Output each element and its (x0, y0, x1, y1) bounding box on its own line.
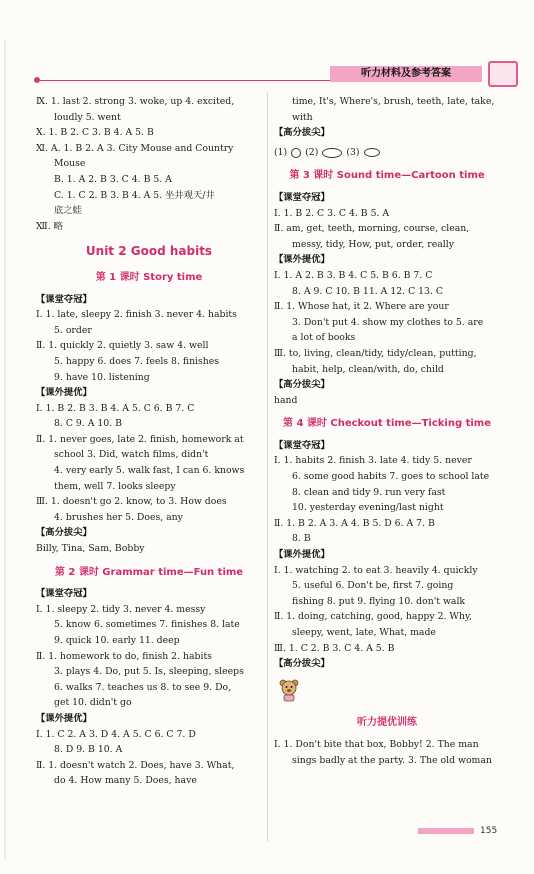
answer-line: Ⅺ. A. 1. B 2. A 3. City Mouse and Country (36, 142, 234, 154)
lesson2-body (36, 586, 262, 789)
left-column (36, 94, 262, 789)
answer-line: 9. have 10. listening (54, 371, 150, 383)
answer-line: Billy, Tina, Sam, Bobby (36, 543, 145, 555)
answer-line: Ⅻ. 略 (36, 220, 63, 232)
right-top-answers (274, 94, 500, 125)
listening-body (274, 737, 500, 768)
answer-line: 3. Don't put 4. show my clothes to 5. are (292, 316, 484, 328)
oval-shape-1 (291, 148, 301, 158)
answer-line: 9. quick 10. early 11. deep (54, 635, 180, 646)
answer-line: 4. very early 5. walk fast, I can 6. knows (54, 465, 245, 477)
answer-line: Ⅱ. 1. Whose hat, it 2. Where are your (274, 301, 449, 313)
answer-line: Ⅰ. 1. B 2. C 3. C 4. B 5. A (274, 207, 390, 219)
unit-title: Unit 2 Good habits (85, 244, 213, 259)
answer-line: Ⅱ. 1. doesn't watch 2. Does, have 3. What, (36, 759, 235, 771)
answer-line: Ⅰ. 1. sleepy 2. tidy 3. never 4. messy (36, 603, 206, 615)
bear-mascot-icon (276, 678, 500, 708)
answer-line: Ⅲ. to, living, clean/tidy, tidy/clean, putting, (274, 347, 477, 359)
answer-line: habit, help, clean/with, do, child (292, 363, 444, 375)
section-label: 【课堂夺冠】 (36, 588, 92, 600)
book-corner-icon (488, 61, 518, 87)
answer-line: 5. order (54, 324, 92, 336)
listening-title: 听力提优训练 (357, 717, 417, 729)
section-label: 【课外提优】 (36, 387, 92, 399)
answer-line: 6. walks 7. teaches us 8. to see 9. Do, (54, 681, 232, 693)
page-spine-shadow (4, 40, 6, 860)
answer-line: 8. C 9. A 10. B (54, 418, 122, 430)
answer-line: fishing 8. put 9. flying 10. don't walk (292, 595, 466, 607)
left-top-answers (36, 94, 262, 234)
section-label: 【高分拔尖】 (274, 379, 330, 391)
lesson4-title: 第 4 课时 Checkout time—Ticking time (282, 418, 492, 430)
section-label: 【课堂夺冠】 (36, 293, 92, 305)
answer-line: Ⅱ. 1. doing, catching, good, happy 2. Why, (274, 611, 472, 623)
answer-line: Ⅰ. 1. late, sleepy 2. finish 3. never 4. habits (36, 309, 237, 321)
answer-line: Ⅰ. 1. C 2. A 3. D 4. A 5. C 6. C 7. D (36, 728, 196, 740)
answer-line: school 3. Did, watch films, didn't (54, 449, 209, 461)
answer-line: Ⅰ. 1. B 2. B 3. B 4. A 5. C 6. B 7. C (36, 402, 195, 414)
answer-line: C. 1. C 2. B 3. B 4. A 5. 坐井观天/井 (54, 189, 215, 201)
column-divider (267, 92, 268, 842)
answer-line: Ⅹ. 1. B 2. C 3. B 4. A 5. B (36, 127, 154, 139)
oval-shape-3 (364, 148, 380, 157)
answer-line: 8. A 9. C 10. B 11. A 12. C 13. C (292, 285, 443, 297)
answer-line: Ⅰ. 1. habits 2. finish 3. late 4. tidy 5. never (274, 455, 472, 467)
footer-bar (418, 828, 474, 834)
lesson2-title: 第 2 课时 Grammar time—Fun time (54, 566, 244, 578)
lesson1-body (36, 292, 262, 557)
answer-line: 10. yesterday evening/last night (292, 502, 444, 514)
answer-line: 5. useful 6. Don't be, first 7. going (292, 580, 454, 592)
section-label: 【课外提优】 (274, 549, 330, 561)
answer-line: 5. happy 6. does 7. feels 8. finishes (54, 355, 220, 367)
lesson1-title: 第 1 课时 Story time (95, 271, 203, 283)
answer-line: Ⅲ. 1. doesn't go 2. know, to 3. How does (36, 496, 227, 508)
answer-line: Ⅰ. 1. watching 2. to eat 3. heavily 4. quickly (274, 564, 478, 576)
answer-line: time, It's, Where's, brush, teeth, late, take, (292, 96, 495, 107)
lesson3-title: 第 3 课时 Sound time—Cartoon time (289, 170, 485, 182)
ovals-answer (274, 145, 500, 161)
answer-line: hand (274, 394, 298, 406)
answer-line: 8. D 9. B 10. A (54, 744, 123, 756)
lesson4-body (274, 438, 500, 672)
section-label: 【课堂夺冠】 (274, 191, 330, 203)
section-label: 【课外提优】 (274, 254, 330, 266)
oval-shape-2 (322, 148, 342, 158)
section-label: 【课外提优】 (36, 712, 92, 724)
oval-label-3: (3) (346, 146, 360, 158)
answer-line: sleepy, went, late, What, made (292, 627, 436, 638)
answer-line: Ⅰ. 1. A 2. B 3. B 4. C 5. B 6. B 7. C (274, 269, 433, 281)
answer-line: 6. some good habits 7. goes to school late (292, 471, 490, 483)
oval-label-1: (1) (274, 146, 288, 158)
lesson3-body (274, 190, 500, 408)
oval-label-2: (2) (305, 146, 319, 158)
answer-line: them, well 7. looks sleepy (54, 480, 176, 492)
right-column (274, 94, 500, 768)
answer-line: sings badly at the party. 3. The old woman (292, 754, 492, 766)
answer-line: 4. brushes her 5. Does, any (54, 511, 183, 523)
answer-line: Ⅲ. 1. C 2. B 3. C 4. A 5. B (274, 642, 395, 654)
answer-line: 8. B (292, 533, 311, 545)
answer-line: 3. plays 4. Do, put 5. Is, sleeping, sleeps (54, 666, 244, 678)
header-title: 听力材料及参考答案 (330, 66, 482, 82)
section-label: 【课堂夺冠】 (274, 439, 330, 451)
answer-line: Ⅰ. 1. Don't bite that box, Bobby! 2. The man (274, 738, 479, 750)
answer-line: a lot of books (292, 332, 356, 344)
answer-line: with (292, 111, 313, 123)
answer-line: Ⅱ. 1. homework to do, finish 2. habits (36, 650, 212, 662)
section-label: 【高分拔尖】 (274, 658, 330, 670)
answer-line: Ⅱ. 1. never goes, late 2. finish, homework at (36, 433, 244, 445)
answer-line: messy, tidy, How, put, order, really (292, 238, 454, 250)
answer-line: Ⅱ. 1. B 2. A 3. A 4. B 5. D 6. A 7. B (274, 517, 435, 529)
answer-line: loudly 5. went (54, 111, 121, 123)
answer-line: Ⅸ. 1. last 2. strong 3. woke, up 4. excited, (36, 96, 235, 107)
page-number: 155 (480, 826, 498, 836)
section-label: 【高分拔尖】 (36, 527, 92, 539)
answer-line: 8. clean and tidy 9. run very fast (292, 486, 446, 498)
answer-line: 5. know 6. sometimes 7. finishes 8. late (54, 619, 240, 631)
section-label: 【高分拔尖】 (274, 127, 330, 139)
answer-line: do 4. How many 5. Does, have (54, 775, 197, 787)
answer-line: 底之蛙 (54, 205, 82, 217)
answer-line: Ⅱ. 1. quickly 2. quietly 3. saw 4. well (36, 340, 209, 352)
answer-line: Mouse (54, 158, 86, 170)
answer-line: B. 1. A 2. B 3. C 4. B 5. A (54, 173, 172, 185)
answer-line: Ⅱ. am, get, teeth, morning, course, clean, (274, 223, 470, 235)
answer-line: get 10. didn't go (54, 697, 132, 709)
